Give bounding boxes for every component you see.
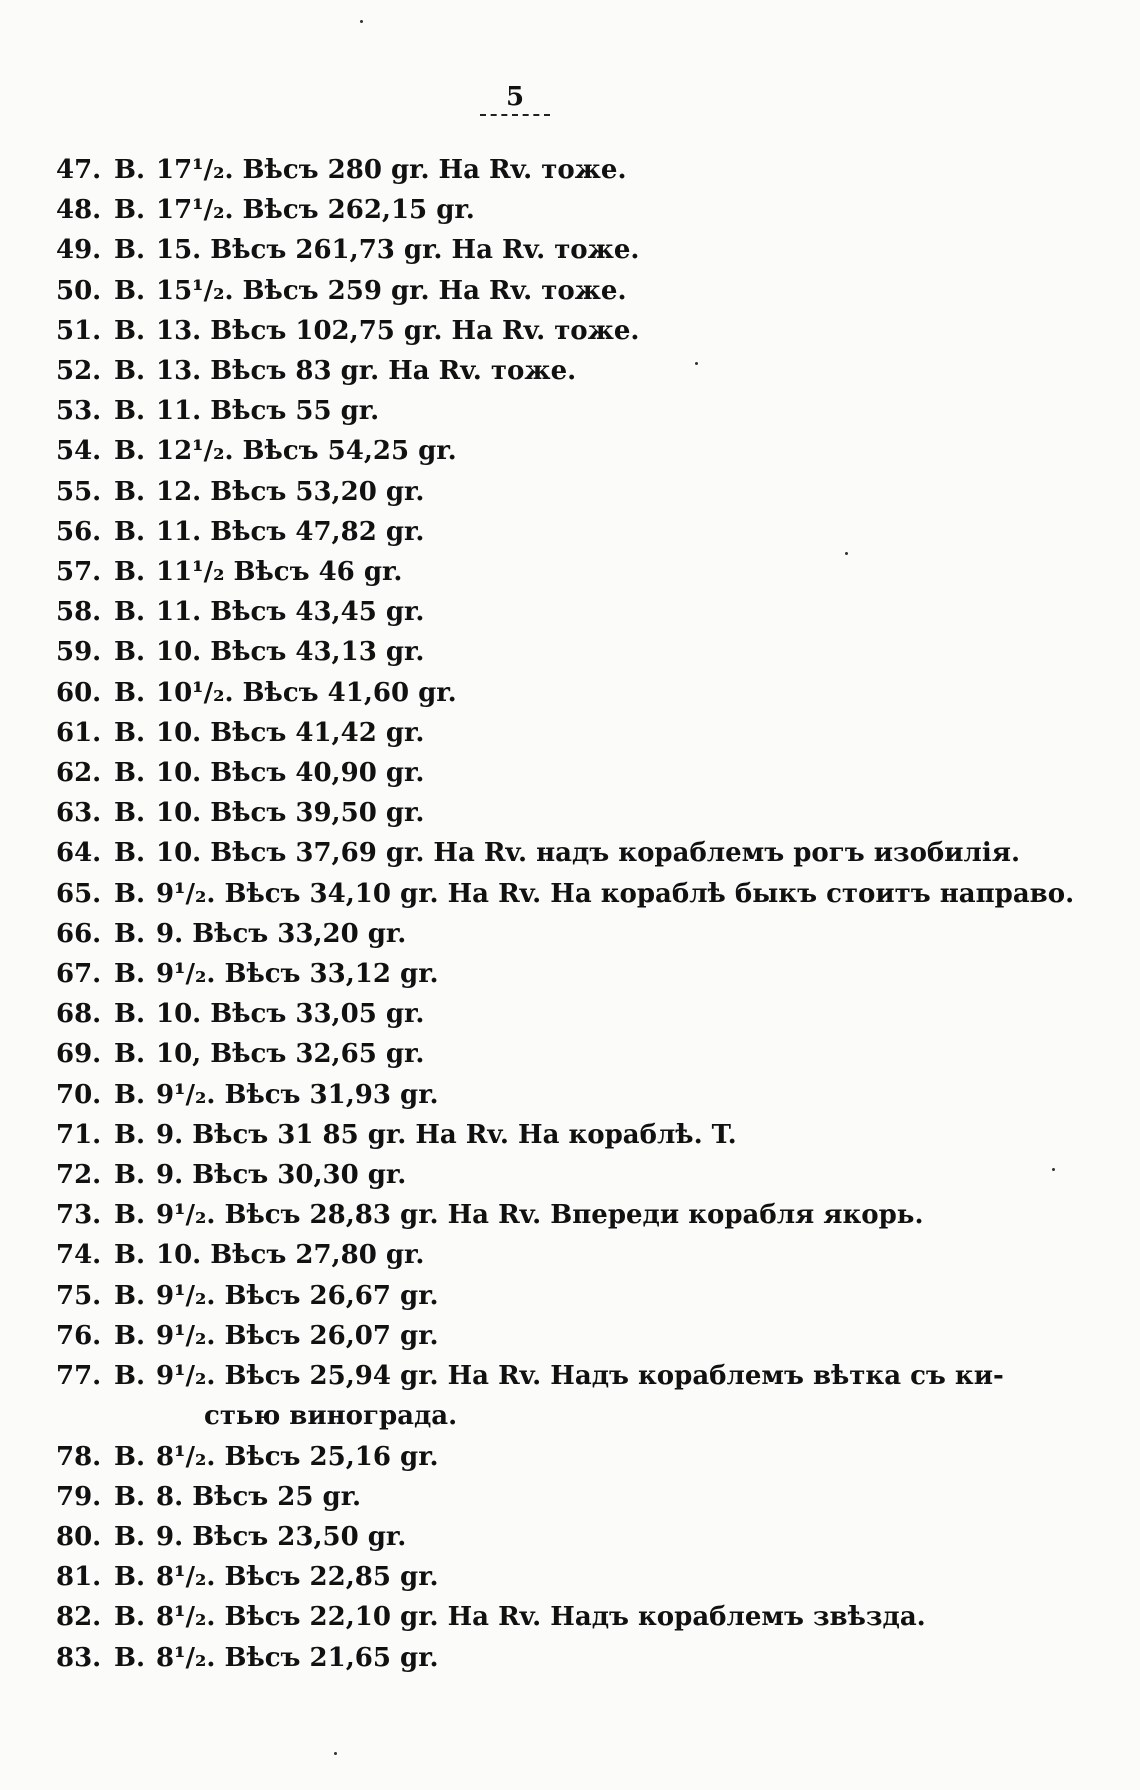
entry-number: 77.: [56, 1361, 102, 1392]
entry-description: 11. Вѣсъ 43,45 gr.: [156, 597, 425, 628]
entry-description: 17¹/₂. Вѣсъ 262,15 gr.: [156, 195, 475, 226]
entry-description: 10. Вѣсъ 37,69 gr. На Rv. надъ кораблемъ рогъ изобилія.: [156, 838, 1021, 869]
entry-description: 10. Вѣсъ 43,13 gr.: [156, 637, 425, 668]
catalog-entry: [56, 1477, 1096, 1517]
entry-prefix: B.: [114, 436, 146, 467]
entry-description: 13. Вѣсъ 102,75 gr. На Rv. тоже.: [156, 315, 640, 346]
entry-description: 11. Вѣсъ 55 gr.: [156, 396, 380, 427]
entry-description-block: [156, 1316, 439, 1356]
entry-prefix: B.: [114, 235, 146, 266]
scan-speck: [845, 552, 848, 555]
catalog-entry: [56, 1195, 1096, 1235]
entry-number: 48.: [56, 195, 102, 226]
entry-description: 9. Вѣсъ 31 85 gr. На Rv. На кораблѣ. T.: [156, 1119, 737, 1150]
entry-list: [56, 150, 1096, 1678]
entry-number: 59.: [56, 637, 102, 668]
catalog-entry: [56, 230, 1096, 270]
catalog-entry: [56, 190, 1096, 230]
entry-description-block: [156, 190, 475, 230]
entry-description-block: [156, 1195, 924, 1235]
entry-description: 15¹/₂. Вѣсъ 259 gr. На Rv. тоже.: [156, 275, 627, 306]
entry-prefix: B.: [114, 1280, 146, 1311]
entry-number: 66.: [56, 918, 102, 949]
catalog-entry: [56, 1517, 1096, 1557]
entry-number: 58.: [56, 597, 102, 628]
entry-description: 9¹/₂. Вѣсъ 26,07 gr.: [156, 1320, 439, 1351]
catalog-entry: [56, 1075, 1096, 1115]
entry-number: 73.: [56, 1200, 102, 1231]
catalog-entry: [56, 713, 1096, 753]
catalog-entry: [56, 833, 1096, 873]
catalog-entry: [56, 150, 1096, 190]
entry-number: 69.: [56, 1039, 102, 1070]
entry-number: 68.: [56, 999, 102, 1030]
entry-description: 9¹/₂. Вѣсъ 28,83 gr. На Rv. Впереди корабля якорь.: [156, 1200, 924, 1231]
entry-description: 10. Вѣсъ 40,90 gr.: [156, 758, 425, 789]
page-number: 5: [480, 82, 550, 116]
entry-description: 8¹/₂. Вѣсъ 22,85 gr.: [156, 1562, 439, 1593]
entry-description: 17¹/₂. Вѣсъ 280 gr. На Rv. тоже.: [156, 155, 627, 185]
entry-description-block: [156, 1276, 439, 1316]
entry-prefix: B.: [114, 1200, 146, 1231]
catalog-entry: [56, 673, 1096, 713]
catalog-entry: [56, 753, 1096, 793]
entry-description-block: [156, 1034, 424, 1074]
entry-number: 71.: [56, 1119, 102, 1150]
catalog-entry: [56, 1597, 1096, 1637]
entry-prefix: B.: [114, 1320, 146, 1351]
entry-number: 72.: [56, 1160, 102, 1191]
catalog-entry: [56, 1638, 1096, 1678]
entry-description: 9. Вѣсъ 30,30 gr.: [156, 1160, 407, 1191]
entry-number: 60.: [56, 677, 102, 708]
entry-prefix: B.: [114, 275, 146, 306]
catalog-entry: [56, 311, 1096, 351]
entry-number: 67.: [56, 959, 102, 990]
scan-speck: [695, 362, 698, 365]
catalog-entry: [56, 1276, 1096, 1316]
entry-prefix: B.: [114, 717, 146, 748]
entry-description-block: [156, 311, 640, 351]
catalog-entry: [56, 592, 1096, 632]
entry-description-block: [156, 431, 457, 471]
catalog-entry: [56, 431, 1096, 471]
entry-prefix: B.: [114, 476, 146, 507]
entry-prefix: B.: [114, 677, 146, 708]
entry-description-block: [156, 230, 640, 270]
entry-prefix: B.: [114, 878, 146, 909]
entry-description-block: [156, 592, 424, 632]
entry-prefix: B.: [114, 557, 146, 588]
entry-description: 9¹/₂. Вѣсъ 34,10 gr. На Rv. На кораблѣ быкъ стоитъ направо.: [156, 878, 1075, 909]
entry-number: 74.: [56, 1240, 102, 1271]
entry-prefix: B.: [114, 356, 146, 387]
entry-prefix: B.: [114, 155, 146, 185]
entry-number: 79.: [56, 1481, 102, 1512]
catalog-entry: [56, 472, 1096, 512]
entry-number: 81.: [56, 1562, 102, 1593]
entry-number: 50.: [56, 275, 102, 306]
entry-prefix: B.: [114, 1481, 146, 1512]
entry-description-block: [156, 512, 424, 552]
entry-description: 9. Вѣсъ 23,50 gr.: [156, 1521, 407, 1552]
entry-prefix: B.: [114, 1240, 146, 1271]
entry-prefix: B.: [114, 1160, 146, 1191]
catalog-entry: [56, 954, 1096, 994]
entry-description: 10¹/₂. Вѣсъ 41,60 gr.: [156, 677, 457, 708]
catalog-entry: [56, 391, 1096, 431]
entry-description-block: [156, 1155, 406, 1195]
entry-description-block: [156, 753, 424, 793]
catalog-entry: [56, 552, 1096, 592]
entry-number: 55.: [56, 476, 102, 507]
catalog-entry: [56, 1557, 1096, 1597]
entry-number: 83.: [56, 1642, 102, 1673]
entry-description: 15. Вѣсъ 261,73 gr. На Rv. тоже.: [156, 235, 640, 266]
entry-description: 9¹/₂. Вѣсъ 31,93 gr.: [156, 1079, 439, 1110]
entry-description: 8¹/₂. Вѣсъ 25,16 gr.: [156, 1441, 439, 1472]
entry-description-block: [156, 914, 406, 954]
entry-number: 82.: [56, 1602, 102, 1633]
entry-description: 10. Вѣсъ 41,42 gr.: [156, 717, 425, 748]
entry-description: 9¹/₂. Вѣсъ 25,94 gr. На Rv. Надъ кораблемъ вѣтка съ ки-: [156, 1361, 1004, 1392]
entry-description: 11¹/₂ Вѣсъ 46 gr.: [156, 557, 403, 588]
entry-description-block: [156, 833, 1020, 873]
catalog-entry: [56, 914, 1096, 954]
entry-number: 49.: [56, 235, 102, 266]
entry-prefix: B.: [114, 1521, 146, 1552]
catalog-entry: [56, 1155, 1096, 1195]
entry-description-block: [156, 271, 627, 311]
entry-number: 57.: [56, 557, 102, 588]
entry-number: 78.: [56, 1441, 102, 1472]
entry-description: 8¹/₂. Вѣсъ 21,65 gr.: [156, 1642, 439, 1673]
entry-number: 54.: [56, 436, 102, 467]
entry-prefix: B.: [114, 1562, 146, 1593]
entry-description-block: [156, 1638, 439, 1678]
entry-description-block: [156, 673, 457, 713]
entry-description: 9¹/₂. Вѣсъ 33,12 gr.: [156, 959, 439, 990]
entry-prefix: B.: [114, 1039, 146, 1070]
entry-prefix: B.: [114, 959, 146, 990]
entry-prefix: B.: [114, 798, 146, 829]
entry-number: 53.: [56, 396, 102, 427]
entry-prefix: B.: [114, 195, 146, 226]
entry-prefix: B.: [114, 516, 146, 547]
entry-description-block: [156, 954, 439, 994]
entry-prefix: B.: [114, 597, 146, 628]
scan-speck: [1052, 1168, 1055, 1171]
entry-prefix: B.: [114, 1119, 146, 1150]
entry-description: 9. Вѣсъ 33,20 gr.: [156, 918, 407, 949]
entry-number: 63.: [56, 798, 102, 829]
scan-speck: [334, 1752, 337, 1755]
entry-description: 11. Вѣсъ 47,82 gr.: [156, 516, 425, 547]
entry-prefix: B.: [114, 396, 146, 427]
catalog-entry: [56, 1235, 1096, 1275]
entry-description-block: [156, 472, 424, 512]
scan-speck: [360, 20, 363, 23]
entry-description-block: [156, 1356, 1004, 1436]
entry-number: 47.: [56, 155, 102, 185]
catalog-entry: [56, 351, 1096, 391]
entry-number: 65.: [56, 878, 102, 909]
entry-description-block: [156, 351, 576, 391]
entry-number: 64.: [56, 838, 102, 869]
entry-description-block: [156, 1517, 406, 1557]
entry-description-block: [156, 1597, 926, 1637]
entry-number: 61.: [56, 717, 102, 748]
entry-description-block: [156, 994, 424, 1034]
entry-prefix: B.: [114, 315, 146, 346]
entry-description-block: [156, 632, 424, 672]
entry-description: 10, Вѣсъ 32,65 gr.: [156, 1039, 425, 1070]
entry-description: 10. Вѣсъ 39,50 gr.: [156, 798, 425, 829]
entry-prefix: B.: [114, 1602, 146, 1633]
entry-description: 10. Вѣсъ 27,80 gr.: [156, 1240, 425, 1271]
catalog-entry: [56, 512, 1096, 552]
entry-number: 75.: [56, 1280, 102, 1311]
entry-prefix: B.: [114, 1441, 146, 1472]
entry-description: 8. Вѣсъ 25 gr.: [156, 1481, 362, 1512]
catalog-entry: [56, 1437, 1096, 1477]
entry-number: 56.: [56, 516, 102, 547]
entry-number: 62.: [56, 758, 102, 789]
entry-prefix: B.: [114, 758, 146, 789]
entry-description: 9¹/₂. Вѣсъ 26,67 gr.: [156, 1280, 439, 1311]
entry-description-block: [156, 1075, 439, 1115]
entry-description-block: [156, 713, 424, 753]
entry-description: 12¹/₂. Вѣсъ 54,25 gr.: [156, 436, 457, 467]
entry-description-continuation: стью винограда.: [204, 1401, 458, 1432]
entry-prefix: B.: [114, 918, 146, 949]
entry-description: 8¹/₂. Вѣсъ 22,10 gr. На Rv. Надъ кораблемъ звѣзда.: [156, 1602, 926, 1633]
entry-number: 51.: [56, 315, 102, 346]
catalog-entry: [56, 271, 1096, 311]
entry-description-block: [156, 874, 1074, 914]
entry-description-block: [156, 1115, 737, 1155]
entry-description-block: [156, 793, 424, 833]
entry-number: 70.: [56, 1079, 102, 1110]
entry-prefix: B.: [114, 637, 146, 668]
entry-description: 10. Вѣсъ 33,05 gr.: [156, 999, 425, 1030]
entry-number: 76.: [56, 1320, 102, 1351]
catalog-entry: [56, 793, 1096, 833]
entry-description-block: [156, 1235, 424, 1275]
entry-description-block: [156, 1477, 361, 1517]
entry-number: 52.: [56, 356, 102, 387]
entry-prefix: B.: [114, 1361, 146, 1392]
entry-prefix: B.: [114, 999, 146, 1030]
entry-description-block: [156, 1437, 439, 1477]
entry-description-block: [156, 1557, 439, 1597]
entry-description-block: [156, 391, 379, 431]
entry-description: 12. Вѣсъ 53,20 gr.: [156, 476, 425, 507]
entry-prefix: B.: [114, 1642, 146, 1673]
catalog-entry: [56, 1316, 1096, 1356]
entry-number: 80.: [56, 1521, 102, 1552]
catalog-entry: [56, 1034, 1096, 1074]
catalog-entry: [56, 1356, 1096, 1436]
entry-description: 13. Вѣсъ 83 gr. На Rv. тоже.: [156, 356, 577, 387]
entry-description-block: [156, 552, 402, 592]
catalog-entry: [56, 994, 1096, 1034]
catalog-entry: [56, 874, 1096, 914]
catalog-entry: [56, 632, 1096, 672]
entry-prefix: B.: [114, 838, 146, 869]
entry-prefix: B.: [114, 1079, 146, 1110]
entry-description-block: [156, 150, 627, 190]
catalog-entry: [56, 1115, 1096, 1155]
